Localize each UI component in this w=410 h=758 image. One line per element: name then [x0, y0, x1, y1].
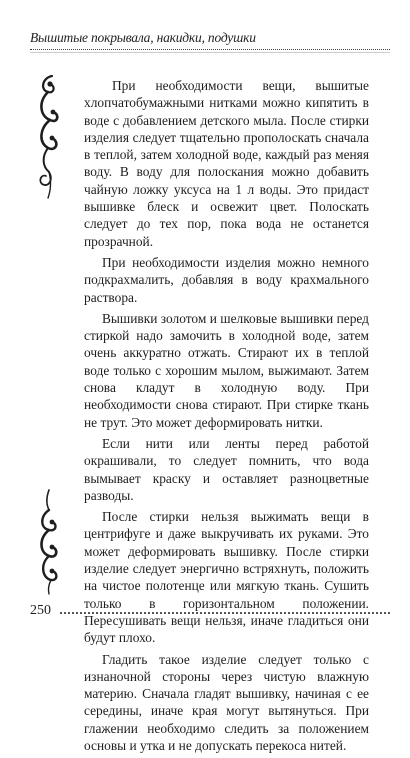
paragraph: После стирки нельзя выжимать вещи в центрифуге и даже выкручивать их руками. Это может деформировать вышивку. После стирки изделие следует энергично встряхнуть, положить на чистое полотенце или мягкую ткань. Сушить только в горизонтальном положении. Пересушивать вещи нельзя, иначе гладиться они будут плохо. [84, 509, 369, 646]
footer-divider [60, 612, 390, 614]
paragraph: При необходимости изделия можно немного подкрахмалить, добавляя в воду крахмального раствора. [84, 254, 369, 305]
paragraph: Гладить такое изделие следует только с изнаночной стороны через чистую влажную материю. Сначала гладят вышивку, начиная с ее середины, иначе края могут вытянуться. При глажении необходимо следить за положением основы и утка и не допускать перекоса нитей. [84, 651, 369, 753]
page-number: 250 [30, 603, 51, 618]
running-header: Вышитые покрывала, накидки, подушки [30, 30, 256, 45]
paragraph: Если нити или ленты перед работой окрашивали, то следует помнить, что вода вымывает краску и оставляет разноцветные разводы. [84, 435, 369, 503]
body-text [84, 77, 369, 758]
scroll-ornament-icon [34, 72, 64, 202]
page-footer [30, 603, 390, 623]
header-divider [30, 49, 390, 50]
scroll-ornament-icon [34, 486, 64, 598]
paragraph: При необходимости вещи, вышитые хлопчатобумажными нитками можно кипятить в воде с добавлением детского мыла. После стирки изделия следует тщательно прополоскать сначала в теплой, затем холодной воде, каждый раз меняя воду. В воду для полоскания можно добавить чайную ложку уксуса на 1 л воды. Это придаст вышивке блеск и освежит цвет. Полоскать следует до тех пор, пока вода не останется прозрачной. [84, 78, 369, 249]
header-divider-thin [30, 52, 390, 53]
paragraph: Вышивки золотом и шелковые вышивки перед стиркой надо замочить в холодной воде, затем очень аккуратно отжать. Стирают их в теплой воде только с хорошим мылом, выжимают. Затем снова кладут в холодную воду. При необходимости снова стирают. При стирке ткань не трут. Это может деформировать нитки. [84, 310, 369, 430]
